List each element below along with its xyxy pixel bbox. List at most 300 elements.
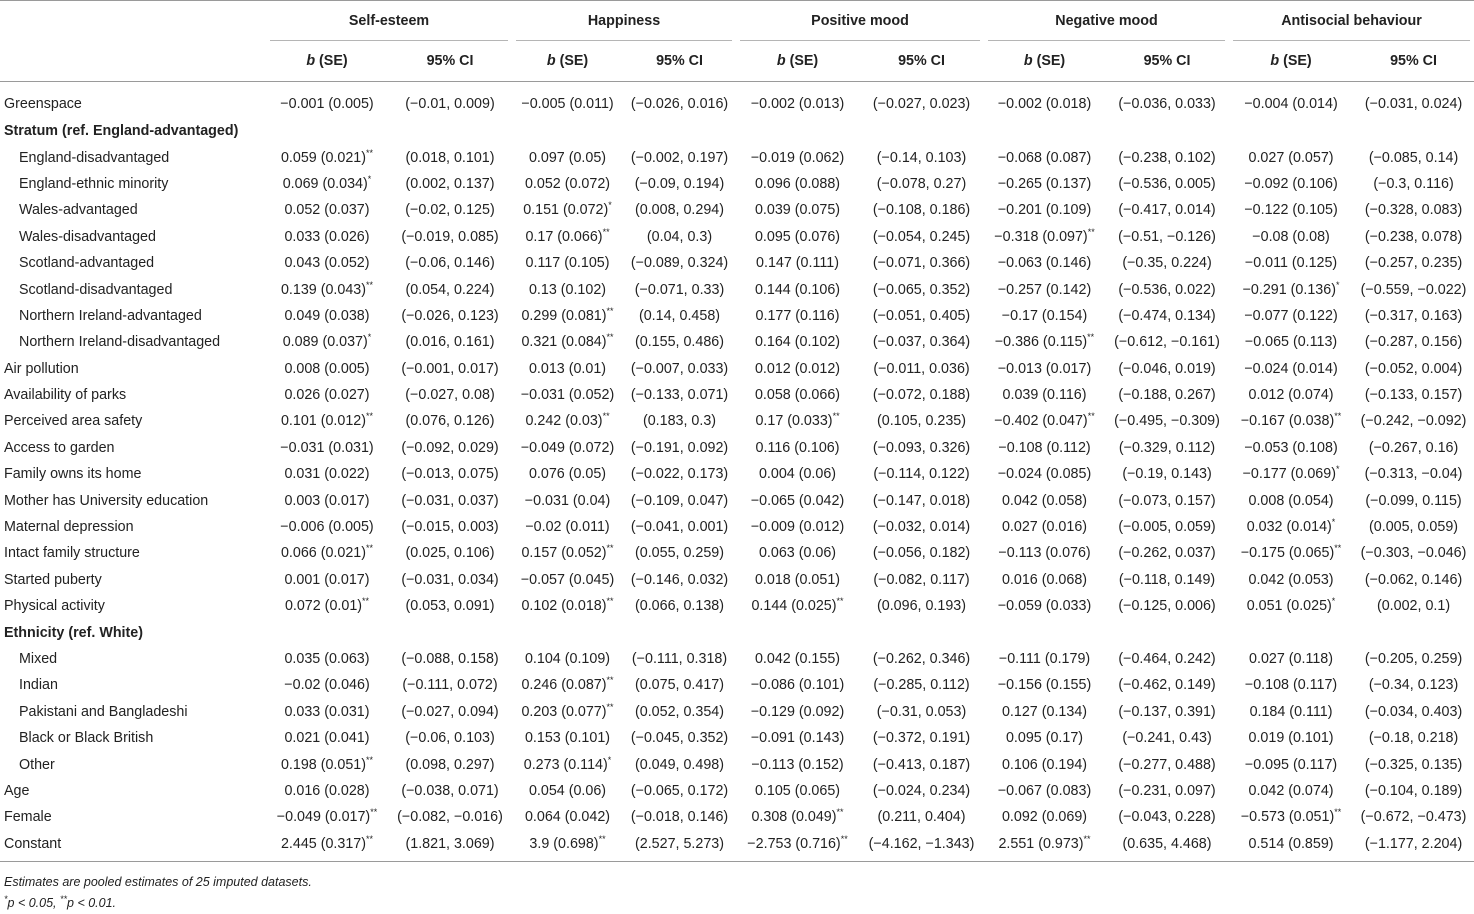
ci-cell	[388, 619, 512, 645]
ci-cell	[1105, 751, 1229, 777]
row-label: England-disadvantaged	[19, 149, 170, 166]
ci-cell	[859, 250, 984, 276]
row-label: Stratum (ref. England-advantaged)	[4, 123, 239, 140]
ci-cell	[859, 725, 984, 751]
estimate-cell	[1229, 171, 1353, 197]
estimate-cell	[512, 408, 623, 434]
ci-value: (−0.188, 0.267)	[1118, 387, 1216, 404]
ci-value: (−0.043, 0.228)	[1118, 809, 1216, 826]
ci-cell	[623, 487, 736, 513]
estimate-cell	[1229, 831, 1353, 862]
ci-cell	[1105, 197, 1229, 223]
estimate-value: 0.019 (0.101)	[1248, 730, 1334, 747]
estimate-value: −0.108 (0.117)	[1244, 677, 1338, 694]
ci-cell	[1353, 118, 1474, 144]
row-label: Greenspace	[4, 96, 82, 112]
estimate-cell	[266, 303, 388, 329]
subheader-se-label: (SE)	[1032, 53, 1066, 69]
ci-cell	[1353, 276, 1474, 302]
estimate-value: 0.147 (0.111)	[756, 255, 839, 272]
estimate-cell	[1229, 303, 1353, 329]
ci-value: (−0.111, 0.318)	[631, 651, 728, 667]
estimate-value: 0.153 (0.101)	[524, 730, 611, 747]
ci-value: (−0.559, −0.022)	[1360, 281, 1467, 298]
ci-cell	[1105, 619, 1229, 645]
estimate-cell	[266, 224, 388, 250]
estimate-cell	[512, 672, 623, 698]
ci-value: (0.155, 0.486)	[635, 334, 725, 351]
estimate-value: 0.177 (0.116)	[755, 307, 840, 324]
ci-cell	[1353, 646, 1474, 672]
estimate-value: −0.063 (0.146)	[997, 255, 1092, 272]
ci-value: (−0.031, 0.034)	[401, 571, 499, 588]
estimate-value: 0.027 (0.016)	[1001, 519, 1088, 536]
ci-value: (−0.031, 0.024)	[1364, 96, 1463, 112]
estimate-value: −0.092 (0.106)	[1244, 175, 1338, 192]
ci-value: (−0.01, 0.009)	[405, 96, 495, 112]
table-row	[0, 276, 1474, 302]
estimate-value: −0.053 (0.108)	[1244, 439, 1338, 456]
estimate-value: 0.051 (0.025)	[1246, 598, 1332, 615]
estimate-value: 0.008 (0.054)	[1248, 492, 1334, 509]
estimate-cell	[984, 224, 1105, 250]
ci-value: (−0.536, 0.022)	[1118, 281, 1216, 298]
ci-cell	[1105, 382, 1229, 408]
estimate-cell	[736, 567, 859, 593]
estimate-value: 0.016 (0.028)	[284, 782, 370, 799]
ci-cell	[623, 699, 736, 725]
ci-value: (−0.277, 0.488)	[1118, 756, 1216, 773]
estimate-cell	[736, 82, 859, 119]
estimate-cell	[266, 171, 388, 197]
ci-value: (−0.125, 0.006)	[1118, 598, 1216, 615]
ci-cell	[623, 540, 736, 566]
ci-cell	[388, 82, 512, 119]
estimate-cell	[984, 778, 1105, 804]
ci-cell	[623, 672, 736, 698]
row-label: Availability of parks	[4, 387, 127, 404]
estimate-cell	[736, 118, 859, 144]
estimate-cell	[984, 276, 1105, 302]
ci-value: (0.053, 0.091)	[405, 598, 495, 615]
ci-cell	[1353, 382, 1474, 408]
ci-value: (−0.3, 0.116)	[1373, 175, 1454, 192]
ci-cell	[623, 356, 736, 382]
estimate-cell	[736, 224, 859, 250]
estimate-cell	[512, 778, 623, 804]
ci-value: (−0.612, −0.161)	[1114, 334, 1220, 351]
estimate-value: −0.002 (0.018)	[997, 96, 1092, 112]
estimate-cell	[1229, 804, 1353, 830]
ci-value: (−0.034, 0.403)	[1364, 703, 1463, 720]
estimate-cell	[984, 514, 1105, 540]
subheader-ci-label: 95% CI	[898, 53, 945, 69]
estimate-value: 0.102 (0.018)	[521, 598, 607, 615]
estimate-cell	[736, 672, 859, 698]
estimate-value: 0.001 (0.017)	[284, 571, 370, 588]
ci-value: (−0.31, 0.053)	[876, 703, 967, 720]
ci-cell	[859, 118, 984, 144]
section-row	[0, 619, 1474, 645]
ci-value: (−0.231, 0.097)	[1118, 782, 1216, 799]
ci-cell	[623, 567, 736, 593]
ci-value: (−0.09, 0.194)	[634, 175, 725, 192]
estimate-value: 0.069 (0.034)	[282, 175, 368, 192]
ci-value: (−0.015, 0.003)	[401, 519, 499, 536]
estimate-cell	[736, 408, 859, 434]
subheader-b-se	[736, 41, 859, 82]
ci-value: (−0.002, 0.197)	[630, 149, 729, 166]
ci-cell	[1105, 276, 1229, 302]
estimate-cell	[266, 197, 388, 223]
header-sub-row	[0, 41, 1474, 82]
estimate-cell	[984, 303, 1105, 329]
subheader-ci	[1353, 41, 1474, 82]
ci-value: (−0.137, 0.391)	[1118, 703, 1216, 720]
estimate-value: −0.065 (0.042)	[750, 492, 845, 509]
ci-value: (0.002, 0.137)	[405, 175, 495, 192]
estimate-value: 0.203 (0.077)	[521, 703, 607, 720]
ci-value: (−0.19, 0.143)	[1122, 466, 1212, 483]
ci-cell	[388, 171, 512, 197]
ci-value: (−0.027, 0.094)	[401, 703, 499, 720]
estimate-cell	[984, 487, 1105, 513]
ci-cell	[623, 725, 736, 751]
ci-value: (−0.262, 0.037)	[1118, 545, 1216, 562]
estimate-cell	[266, 540, 388, 566]
ci-cell	[859, 435, 984, 461]
ci-cell	[859, 461, 984, 487]
significance-stars: **	[836, 596, 844, 607]
ci-cell	[1105, 831, 1229, 862]
estimate-cell	[1229, 778, 1353, 804]
estimate-cell	[736, 514, 859, 540]
estimate-value: 0.026 (0.027)	[284, 387, 370, 404]
table-row	[0, 567, 1474, 593]
ci-cell	[623, 303, 736, 329]
estimate-cell	[1229, 144, 1353, 170]
estimate-value: −0.011 (0.125)	[1244, 255, 1338, 272]
ci-value: (−0.013, 0.075)	[401, 466, 499, 483]
significance-stars: **	[1334, 411, 1342, 422]
ci-cell	[1353, 593, 1474, 619]
ci-cell	[859, 646, 984, 672]
estimate-cell	[1229, 567, 1353, 593]
table-row	[0, 699, 1474, 725]
ci-value: (−0.285, 0.112)	[873, 677, 970, 694]
header-happiness	[512, 1, 736, 42]
estimate-value: 0.054 (0.06)	[528, 782, 607, 799]
ci-value: (0.018, 0.101)	[405, 149, 495, 166]
significance-stars: **	[1087, 226, 1095, 237]
estimate-cell	[512, 804, 623, 830]
table-row	[0, 435, 1474, 461]
ci-cell	[1105, 461, 1229, 487]
estimate-cell	[736, 699, 859, 725]
significance-stars: **	[366, 833, 374, 844]
ci-value: (−0.287, 0.156)	[1364, 334, 1463, 351]
estimate-value: −0.024 (0.014)	[1244, 360, 1338, 377]
table-row	[0, 408, 1474, 434]
estimate-value: −0.175 (0.065)	[1240, 545, 1335, 562]
subheader-ci	[1105, 41, 1229, 82]
ci-cell	[388, 567, 512, 593]
ci-cell	[859, 171, 984, 197]
ci-cell	[1353, 672, 1474, 698]
ci-cell	[1105, 435, 1229, 461]
row-label: Started puberty	[4, 571, 102, 588]
estimate-cell	[1229, 250, 1353, 276]
significance-stars: **	[602, 411, 610, 422]
ci-cell	[859, 619, 984, 645]
estimate-value: −0.024 (0.085)	[997, 466, 1092, 483]
ci-cell	[1353, 804, 1474, 830]
row-label: Physical activity	[4, 598, 105, 615]
estimate-cell	[984, 82, 1105, 119]
estimate-value: −0.006 (0.005)	[280, 519, 374, 536]
estimate-cell	[736, 435, 859, 461]
subheader-b-se	[1229, 41, 1353, 82]
ci-cell	[623, 224, 736, 250]
ci-value: (−0.022, 0.173)	[630, 466, 729, 483]
ci-cell	[623, 408, 736, 434]
table-row	[0, 672, 1474, 698]
ci-cell	[388, 699, 512, 725]
estimate-value: −0.177 (0.069)	[1242, 466, 1336, 483]
ci-cell	[623, 329, 736, 355]
significance-stars: *	[608, 200, 612, 211]
ci-cell	[388, 303, 512, 329]
row-label: Northern Ireland-advantaged	[19, 307, 202, 324]
estimate-value: 0.13 (0.102)	[528, 281, 607, 298]
ci-cell	[859, 144, 984, 170]
ci-value: (−0.133, 0.071)	[630, 387, 729, 404]
estimate-cell	[1229, 224, 1353, 250]
ci-cell	[859, 831, 984, 862]
estimate-value: 0.106 (0.194)	[1001, 756, 1088, 773]
estimate-value: −0.156 (0.155)	[997, 677, 1092, 694]
ci-cell	[859, 224, 984, 250]
ci-cell	[859, 197, 984, 223]
estimate-value: 0.127 (0.134)	[1001, 703, 1088, 720]
significance-stars: *	[367, 332, 372, 343]
ci-cell	[388, 487, 512, 513]
significance-stars: **	[602, 226, 610, 237]
subheader-ci	[388, 41, 512, 82]
subheader-ci-label: 95% CI	[426, 53, 474, 69]
ci-value: (−0.238, 0.102)	[1118, 149, 1216, 166]
estimate-cell	[266, 751, 388, 777]
estimate-cell	[1229, 329, 1353, 355]
ci-value: (−0.078, 0.27)	[876, 175, 967, 192]
estimate-value: −0.201 (0.109)	[997, 202, 1092, 219]
estimate-cell	[512, 224, 623, 250]
estimate-value: −0.005 (0.011)	[521, 96, 614, 112]
table-row	[0, 778, 1474, 804]
estimate-cell	[266, 118, 388, 144]
estimate-cell	[266, 593, 388, 619]
ci-cell	[623, 461, 736, 487]
estimate-cell	[736, 276, 859, 302]
estimate-cell	[266, 672, 388, 698]
estimate-value: 3.9 (0.698)	[529, 835, 599, 852]
estimate-value: −0.001 (0.005)	[280, 96, 374, 112]
estimate-value: 0.016 (0.068)	[1001, 571, 1088, 588]
ci-cell	[859, 567, 984, 593]
significance-stars: **	[366, 543, 374, 554]
significance-stars: **	[832, 411, 840, 422]
estimate-cell	[984, 382, 1105, 408]
header-negative-mood	[984, 1, 1229, 42]
header-negative-mood-label: Negative mood	[1055, 13, 1158, 29]
estimate-value: 0.299 (0.081)	[521, 307, 607, 324]
estimate-cell	[512, 725, 623, 751]
ci-value: (−0.065, 0.352)	[872, 281, 971, 298]
ci-cell	[1105, 672, 1229, 698]
ci-value: (−0.313, −0.04)	[1364, 466, 1463, 483]
estimate-cell	[512, 461, 623, 487]
ci-cell	[388, 725, 512, 751]
estimate-value: 0.043 (0.052)	[284, 255, 370, 272]
ci-cell	[859, 540, 984, 566]
estimate-value: −0.068 (0.087)	[997, 149, 1092, 166]
row-label: Female	[4, 809, 52, 826]
significance-stars: **	[606, 596, 614, 607]
ci-value: (−0.114, 0.122)	[873, 466, 970, 483]
estimate-value: 0.052 (0.037)	[284, 202, 370, 219]
estimate-value: −0.049 (0.072)	[520, 439, 615, 456]
estimate-value: 0.092 (0.069)	[1001, 809, 1088, 826]
estimate-value: 0.273 (0.114)	[523, 756, 608, 773]
ci-cell	[1105, 699, 1229, 725]
table-row	[0, 356, 1474, 382]
significance-stars: **	[1083, 833, 1091, 844]
ci-value: (−0.082, −0.016)	[397, 809, 503, 826]
ci-cell	[1105, 329, 1229, 355]
row-label: Mixed	[19, 651, 58, 667]
estimate-value: −0.059 (0.033)	[997, 598, 1092, 615]
estimate-value: 0.246 (0.087)	[521, 677, 607, 694]
estimate-cell	[984, 329, 1105, 355]
ci-cell	[623, 619, 736, 645]
estimate-value: 0.052 (0.072)	[524, 175, 611, 192]
ci-value: (1.821, 3.069)	[405, 835, 495, 852]
estimate-cell	[984, 250, 1105, 276]
table-row	[0, 250, 1474, 276]
ci-cell	[859, 804, 984, 830]
significance-stars: *	[1331, 517, 1336, 528]
significance-stars: **	[366, 754, 374, 765]
estimate-value: 0.104 (0.109)	[524, 651, 611, 667]
estimate-cell	[984, 593, 1105, 619]
ci-value: (−0.031, 0.037)	[401, 492, 499, 509]
ci-value: (−0.51, −0.126)	[1118, 228, 1216, 245]
estimate-value: −0.031 (0.04)	[524, 492, 611, 509]
ci-cell	[859, 514, 984, 540]
ci-value: (−0.413, 0.187)	[872, 756, 971, 773]
ci-cell	[1105, 224, 1229, 250]
subheader-se-label: (SE)	[1279, 53, 1312, 69]
ci-cell	[859, 593, 984, 619]
ci-value: (0.054, 0.224)	[405, 281, 495, 298]
ci-cell	[623, 118, 736, 144]
estimate-cell	[512, 197, 623, 223]
ci-value: (−0.082, 0.117)	[873, 571, 970, 588]
ci-cell	[388, 118, 512, 144]
ci-cell	[859, 382, 984, 408]
estimate-value: 2.551 (0.973)	[998, 835, 1084, 852]
estimate-cell	[266, 82, 388, 119]
estimate-cell	[736, 751, 859, 777]
row-label: Access to garden	[4, 439, 115, 456]
ci-cell	[1105, 356, 1229, 382]
ci-value: (0.14, 0.458)	[638, 307, 721, 324]
estimate-value: 0.004 (0.06)	[758, 466, 837, 483]
estimate-value: 0.032 (0.014)	[1246, 519, 1332, 536]
ci-value: (−0.041, 0.001)	[630, 519, 729, 536]
header-self-esteem	[266, 1, 512, 42]
ci-cell	[1353, 619, 1474, 645]
row-label: Maternal depression	[4, 519, 134, 536]
note-p-symbol: p	[7, 895, 15, 910]
row-label: Age	[4, 782, 30, 799]
ci-value: (2.527, 5.273)	[635, 835, 725, 852]
significance-stars: *	[1335, 279, 1340, 290]
estimate-value: 0.116 (0.106)	[755, 439, 840, 456]
ci-value: (−0.267, 0.16)	[1368, 439, 1459, 456]
header-antisocial-behaviour-label: Antisocial behaviour	[1281, 13, 1422, 29]
estimate-value: 0.157 (0.052)	[521, 545, 607, 562]
estimate-value: 0.072 (0.01)	[284, 598, 363, 615]
estimate-value: −0.402 (0.047)	[994, 413, 1088, 430]
estimate-value: 0.012 (0.012)	[754, 360, 841, 377]
subheader-ci-label: 95% CI	[1390, 53, 1437, 69]
estimate-cell	[1229, 725, 1353, 751]
estimate-cell	[1229, 514, 1353, 540]
estimate-value: −0.019 (0.062)	[750, 149, 845, 166]
ci-value: (−0.071, 0.366)	[872, 255, 971, 272]
ci-cell	[623, 382, 736, 408]
ci-cell	[388, 831, 512, 862]
ci-value: (−0.026, 0.016)	[630, 96, 729, 112]
ci-value: (−0.071, 0.33)	[634, 281, 725, 298]
estimate-value: 0.066 (0.021)	[280, 545, 367, 562]
header-antisocial-behaviour	[1229, 1, 1474, 42]
estimate-cell	[984, 461, 1105, 487]
table-row	[0, 461, 1474, 487]
significance-stars: **	[362, 596, 370, 607]
subheader-b-se	[512, 41, 623, 82]
note-threshold-01: < 0.01.	[73, 895, 117, 910]
ci-value: (−0.011, 0.036)	[873, 360, 970, 377]
ci-value: (−0.085, 0.14)	[1368, 149, 1459, 166]
estimate-cell	[984, 144, 1105, 170]
estimate-cell	[984, 804, 1105, 830]
estimate-cell	[984, 699, 1105, 725]
estimate-cell	[512, 593, 623, 619]
estimate-cell	[512, 356, 623, 382]
significance-stars: *	[1331, 596, 1336, 607]
table-row	[0, 646, 1474, 672]
estimate-value: 0.063 (0.06)	[758, 545, 837, 562]
estimate-value: 0.003 (0.017)	[284, 492, 370, 509]
ci-value: (0.04, 0.3)	[646, 228, 713, 245]
ci-value: (−0.073, 0.157)	[1118, 492, 1216, 509]
subheader-ci-label: 95% CI	[656, 53, 703, 69]
significance-stars: **	[1087, 332, 1095, 343]
estimate-value: 2.445 (0.317)	[280, 835, 367, 852]
estimate-cell	[1229, 82, 1353, 119]
